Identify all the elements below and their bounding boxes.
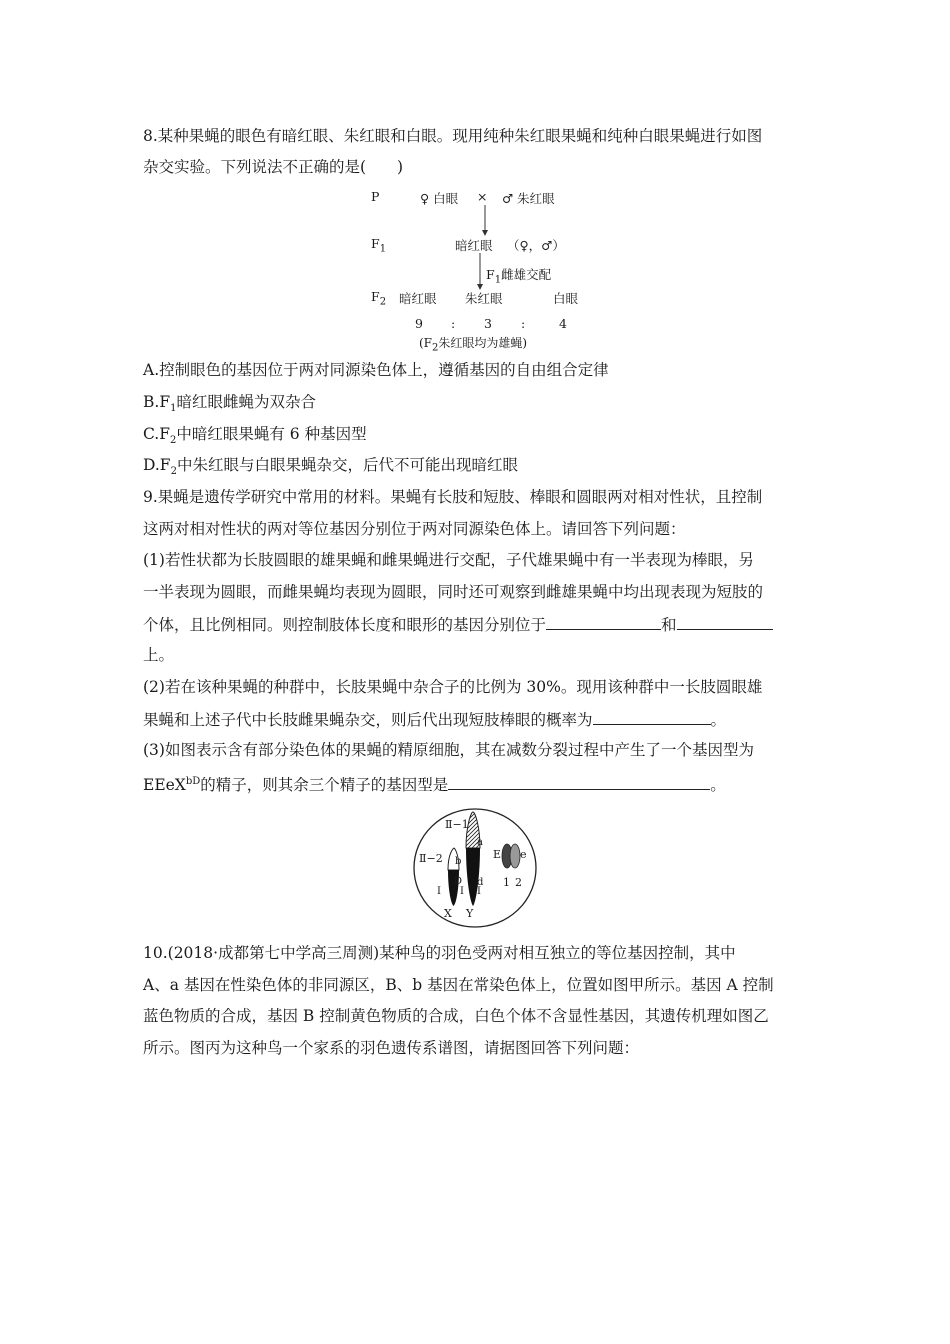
q8-stem-line1: 8.某种果蝇的眼色有暗红眼、朱红眼和白眼。现用纯种朱红眼果蝇和纯种白眼果蝇进行如图 [143, 127, 763, 145]
q10-line4: 所示。图丙为这种鸟一个家系的羽色遗传系谱图，请据图回答下列问题： [143, 1039, 640, 1057]
q9-stem-line1: 9.果蝇是遗传学研究中常用的材料。果蝇有长肢和短肢、棒眼和圆眼两对相对性状，且控制 [143, 488, 763, 506]
label-a: a [477, 837, 483, 848]
q9-stem-line2: 这两对相对性状的两对等位基因分别位于两对同源染色体上。请回答下列问题： [143, 520, 686, 538]
label-II-2: Ⅱ−2 [419, 852, 443, 865]
q8-option-d: $D.F_2$中朱红眼与白眼果蝇杂交，后代不可能出现暗红眼 [143, 456, 518, 478]
f1-sex-note: （♀，♂） [507, 238, 565, 253]
f2-vermilion-eye: 朱红眼 [465, 291, 503, 306]
q10-line3: 蓝色物质的合成，基因 B 控制黄色物质的合成，白色个体不含显性基因，其遗传机理如图乙 [143, 1007, 769, 1025]
label-b: b [455, 856, 462, 867]
ratio-dark-red: 9 [415, 316, 423, 331]
ratio-colon-1: : [451, 316, 456, 331]
q9-part1-line1: (1)若性状都为长肢圆眼的雄果蝇和雌果蝇进行交配，子代雄果蝇中有一半表现为棒眼，另 [143, 551, 754, 569]
f2-note: ($F_2$朱红眼均为雄蝇) [419, 336, 528, 354]
q9-part3-line1: (3)如图表示含有部分染色体的果蝇的精原细胞，其在减数分裂过程中产生了一个基因型为 [143, 741, 754, 759]
ratio-vermilion: 3 [484, 316, 492, 331]
q10-line1: 10.(2018·成都第七中学高三周测)某种鸟的羽色受两对相互独立的等位基因控制，其中 [143, 944, 736, 962]
f2-white-eye: 白眼 [553, 291, 579, 306]
q9-part1-line3: 个体，且比例相同。则控制肢体长度和眼形的基因分别位于 和 [143, 614, 773, 635]
f1-phenotype: 暗红眼 [455, 238, 493, 253]
q8-stem-line2: 杂交实验。下列说法不正确的是( ) [143, 158, 404, 176]
label-d: d [477, 877, 484, 888]
answer-blank-sperm-genotypes[interactable] [448, 774, 710, 790]
ratio-colon-2: : [521, 316, 526, 331]
ratio-white: 4 [559, 316, 567, 331]
label-II-1: Ⅱ−1 [445, 818, 469, 831]
q8-option-c: $C.F_2$中暗红眼果蝇有 6 种基因型 [143, 425, 367, 447]
cross-symbol: × [477, 189, 488, 204]
q8-cross-diagram [365, 185, 595, 354]
q9-part2-line1: (2)若在该种果蝇的种群中，长肢果蝇中杂合子的比例为 30%。现用该种群中一长肢圆眼雄 [143, 678, 763, 696]
label-E: E [493, 848, 502, 861]
answer-blank-probability[interactable] [593, 709, 711, 725]
q8-option-b: $B.F_1$暗红眼雌蝇为双杂合 [143, 393, 316, 415]
q9-part2-line2: 果蝇和上述子代中长肢雌果蝇杂交，则后代出现短肢棒眼的概率为 。 [143, 711, 727, 729]
label-I-right: Ⅰ [477, 886, 481, 897]
f1-mating-note: $F_1$雌雄交配 [486, 267, 552, 286]
label-1: 1 [503, 876, 510, 889]
p-male-vermilion-eye: ♂ 朱红眼 [502, 191, 555, 206]
label-X: X [444, 907, 452, 920]
f1-generation-label: $F_1$ [371, 236, 387, 255]
q9-part3-line2: EEeX$^{bD}$的精子，则其余三个精子的基因型是 。 [143, 776, 726, 795]
f2-generation-label: $F_2$ [371, 289, 387, 308]
q9-part1-line4: 上。 [143, 646, 175, 664]
q10-line2: A、a 基因在性染色体的非同源区，B、b 基因在常染色体上，位置如图甲所示。基因 A 控制 [143, 976, 774, 994]
label-D: D [454, 876, 463, 887]
label-I-left: Ⅰ [437, 886, 441, 897]
q8-option-a: A.控制眼色的基因位于两对同源染色体上，遵循基因的自由组合定律 [143, 361, 609, 379]
label-e: e [520, 848, 527, 861]
p-female-white-eye: ♀ 白眼 [420, 191, 459, 206]
label-2: 2 [515, 876, 522, 889]
chromosome-2 [510, 844, 520, 868]
cell-svg [410, 806, 540, 932]
q9-part1-line2: 一半表现为圆眼，而雌果蝇均表现为圆眼，同时还可观察到雌雄果蝇中均出现表现为短肢的 [143, 583, 764, 601]
label-I-middle: Ⅰ [460, 886, 464, 897]
p-generation-label: P [371, 189, 380, 204]
f2-dark-red-eye: 暗红眼 [399, 291, 437, 306]
q9-cell-diagram [410, 806, 540, 932]
answer-blank-limb-gene[interactable] [546, 614, 661, 630]
label-Y: Y [466, 907, 474, 920]
answer-blank-eye-gene[interactable] [677, 614, 773, 630]
